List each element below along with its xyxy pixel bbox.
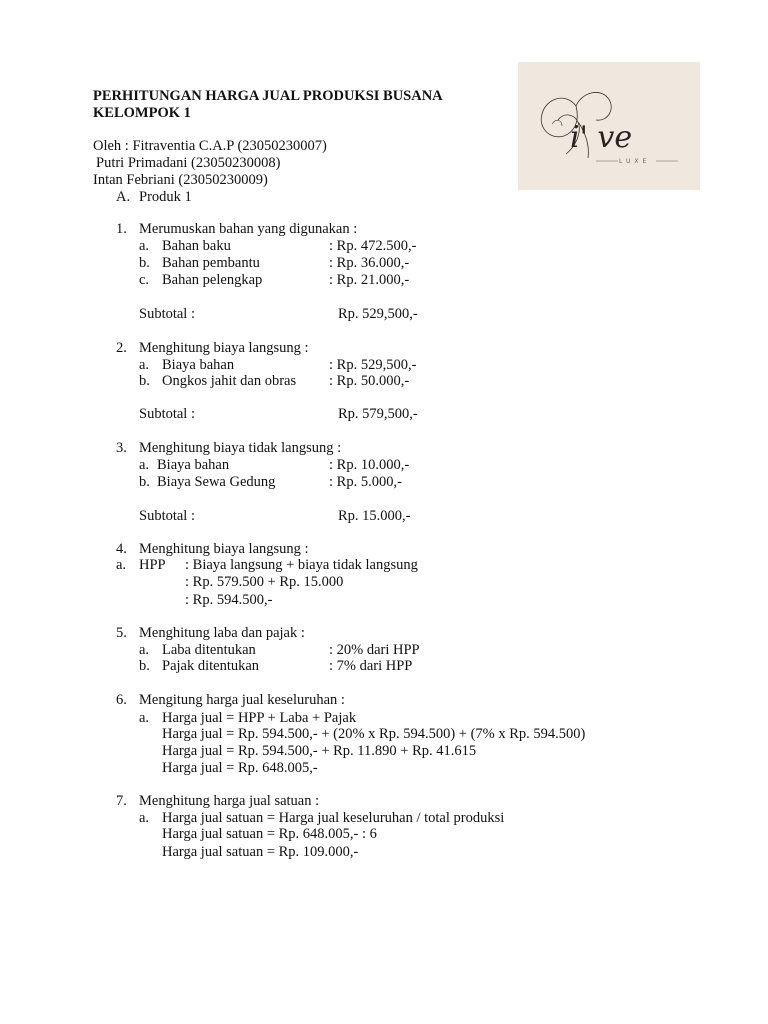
author-line-3: Intan Febriani (23050230009) bbox=[93, 172, 268, 188]
logo-subtitle: LUXE bbox=[619, 158, 651, 165]
s6-formula-line: Harga jual = Rp. 648.005,- bbox=[162, 760, 318, 776]
s3-item-marker: b. bbox=[139, 474, 150, 490]
s3-heading: Menghitung biaya tidak langsung : bbox=[139, 440, 342, 456]
s6-item-marker: a. bbox=[139, 710, 150, 726]
s1-heading: Merumuskan bahan yang digunakan : bbox=[139, 221, 358, 237]
s1-item-marker: c. bbox=[139, 272, 150, 288]
s4-item-marker: a. bbox=[116, 557, 127, 573]
s2-item-value: : Rp. 529,500,- bbox=[329, 357, 417, 373]
s1-item-label: Bahan baku bbox=[162, 238, 231, 254]
s3-subtotal-value: Rp. 15.000,- bbox=[338, 508, 411, 524]
s3-item-label: Biaya bahan bbox=[157, 457, 230, 473]
author-line-1: Oleh : Fitraventia C.A.P (23050230007) bbox=[93, 138, 327, 154]
s7-formula-line: Harga jual satuan = Rp. 109.000,- bbox=[162, 844, 359, 860]
document-title bbox=[93, 88, 443, 122]
s5-item-value: : 7% dari HPP bbox=[329, 658, 413, 674]
section-marker: A. bbox=[116, 189, 131, 205]
s2-item-label: Ongkos jahit dan obras bbox=[162, 373, 297, 389]
s4-number: 4. bbox=[116, 541, 127, 557]
s7-item-marker: a. bbox=[139, 810, 150, 826]
s5-number: 5. bbox=[116, 625, 127, 641]
s6-formula-line: Harga jual = Rp. 594.500,- + Rp. 11.890 + Rp. 41.615 bbox=[162, 743, 477, 759]
s2-number: 2. bbox=[116, 340, 127, 356]
s2-subtotal-value: Rp. 579,500,- bbox=[338, 406, 418, 422]
s1-item-marker: b. bbox=[139, 255, 150, 271]
s5-heading: Menghitung laba dan pajak : bbox=[139, 625, 305, 641]
title-line-1: PERHITUNGAN HARGA JUAL PRODUKSI BUSANA bbox=[93, 88, 443, 104]
s3-item-marker: a. bbox=[139, 457, 150, 473]
s1-item-value: : Rp. 36.000,- bbox=[329, 255, 410, 271]
logo-wordmark: i' ve bbox=[570, 120, 633, 155]
s4-formula-line: : Biaya langsung + biaya tidak langsung bbox=[185, 557, 418, 573]
s2-item-label: Biaya bahan bbox=[162, 357, 235, 373]
s4-hpp-label: HPP bbox=[139, 557, 166, 573]
brand-logo bbox=[518, 62, 700, 190]
s6-heading: Mengitung harga jual keseluruhan : bbox=[139, 692, 345, 708]
s2-item-marker: b. bbox=[139, 373, 150, 389]
s7-formula-line: Harga jual satuan = Harga jual keseluruhan / total produksi bbox=[162, 810, 505, 826]
s7-formula-line: Harga jual satuan = Rp. 648.005,- : 6 bbox=[162, 826, 377, 842]
s2-heading: Menghitung biaya langsung : bbox=[139, 340, 309, 356]
s1-number: 1. bbox=[116, 221, 127, 237]
s7-number: 7. bbox=[116, 793, 127, 809]
s5-item-marker: b. bbox=[139, 658, 150, 674]
s4-heading: Menghitung biaya langsung : bbox=[139, 541, 309, 557]
s2-subtotal-label: Subtotal : bbox=[139, 406, 195, 422]
s1-subtotal-label: Subtotal : bbox=[139, 306, 195, 322]
s1-item-label: Bahan pelengkap bbox=[162, 272, 263, 288]
s1-subtotal-value: Rp. 529,500,- bbox=[338, 306, 418, 322]
s5-item-label: Laba ditentukan bbox=[162, 642, 256, 658]
s3-item-label: Biaya Sewa Gedung bbox=[157, 474, 276, 490]
s5-item-value: : 20% dari HPP bbox=[329, 642, 420, 658]
s6-formula-line: Harga jual = HPP + Laba + Pajak bbox=[162, 710, 357, 726]
s4-formula-line: : Rp. 594.500,- bbox=[185, 592, 273, 608]
s3-subtotal-label: Subtotal : bbox=[139, 508, 195, 524]
s2-item-value: : Rp. 50.000,- bbox=[329, 373, 410, 389]
s5-item-label: Pajak ditentukan bbox=[162, 658, 260, 674]
s3-item-value: : Rp. 10.000,- bbox=[329, 457, 410, 473]
title-line-2: KELOMPOK 1 bbox=[93, 105, 191, 121]
s4-formula-line: : Rp. 579.500 + Rp. 15.000 bbox=[185, 574, 344, 590]
s6-formula-line: Harga jual = Rp. 594.500,- + (20% x Rp. 594.500) + (7% x Rp. 594.500) bbox=[162, 726, 586, 742]
s1-item-value: : Rp. 472.500,- bbox=[329, 238, 417, 254]
s5-item-marker: a. bbox=[139, 642, 150, 658]
s3-item-value: : Rp. 5.000,- bbox=[329, 474, 402, 490]
s3-number: 3. bbox=[116, 440, 127, 456]
s1-item-marker: a. bbox=[139, 238, 150, 254]
s1-item-value: : Rp. 21.000,- bbox=[329, 272, 410, 288]
author-line-2: Putri Primadani (23050230008) bbox=[96, 155, 281, 171]
s1-item-label: Bahan pembantu bbox=[162, 255, 260, 271]
s6-number: 6. bbox=[116, 692, 127, 708]
s2-item-marker: a. bbox=[139, 357, 150, 373]
s7-heading: Menghitung harga jual satuan : bbox=[139, 793, 320, 809]
section-label: Produk 1 bbox=[139, 189, 192, 205]
